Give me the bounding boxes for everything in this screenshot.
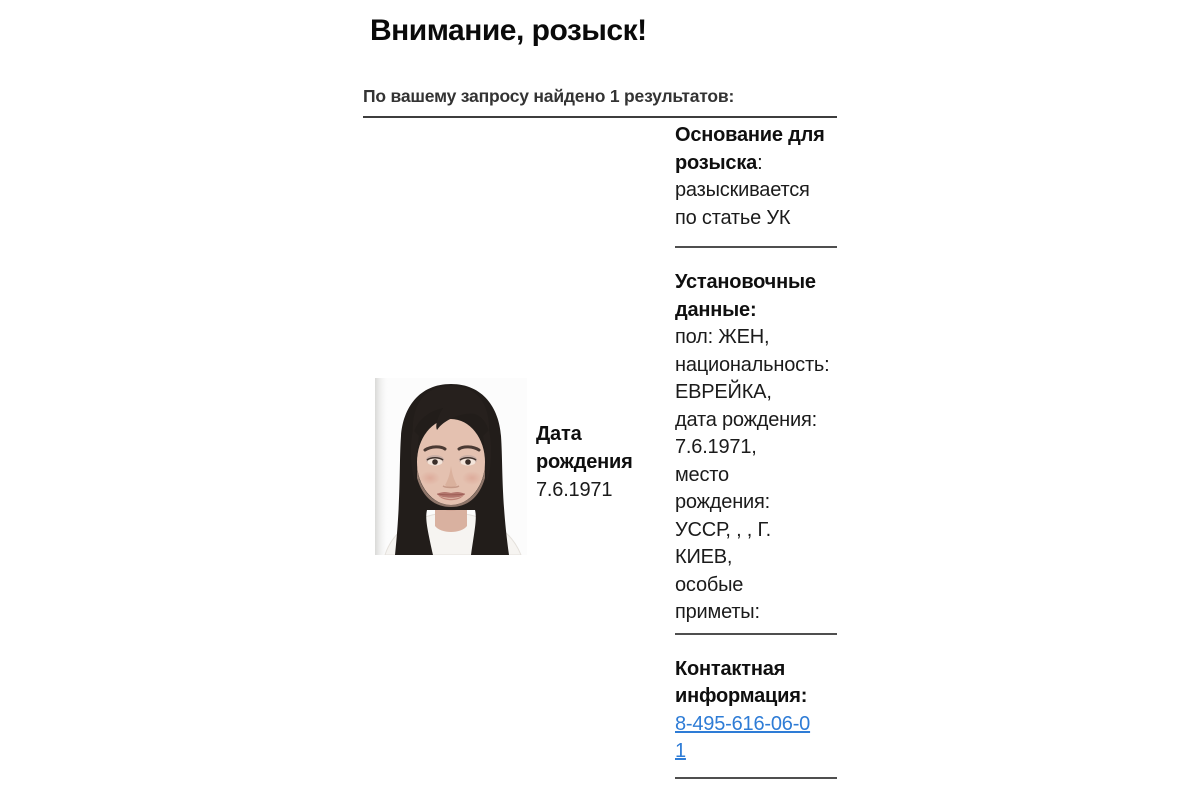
photo-cell bbox=[375, 378, 527, 555]
results-summary: По вашему запросу найдено 1 результатов: bbox=[363, 86, 837, 118]
section-wanted-basis bbox=[675, 118, 837, 248]
value-line: УССР, , , Г. bbox=[675, 518, 772, 541]
value-line: КИЕВ, bbox=[675, 546, 733, 568]
birth-date-field bbox=[536, 420, 654, 504]
suspect-photo bbox=[375, 378, 527, 555]
section-contact-info bbox=[675, 635, 837, 779]
value-line: по статье УК bbox=[675, 206, 791, 229]
value-line: пол: ЖЕН, bbox=[675, 326, 770, 348]
birth-date-value: 7.6.1971 bbox=[536, 479, 613, 501]
value-line: рождения: bbox=[675, 491, 770, 513]
section-label: Контактная информация: bbox=[675, 657, 808, 707]
info-cell bbox=[675, 118, 837, 779]
value-line: 7.6.1971, bbox=[675, 436, 757, 458]
value-line: приметы: bbox=[675, 601, 760, 623]
search-result-row bbox=[363, 118, 837, 779]
section-value bbox=[675, 324, 837, 627]
birth-date-label: Дата рождения bbox=[536, 423, 633, 473]
value-line: национальность: bbox=[675, 353, 830, 376]
phone-link[interactable]: 8-495-616-06-01 bbox=[675, 712, 811, 762]
section-label-colon: : bbox=[757, 151, 763, 174]
section-identifying-data bbox=[675, 248, 837, 635]
value-line: особые bbox=[675, 573, 744, 596]
value-line: разыскивается bbox=[675, 179, 810, 201]
value-line: дата рождения: bbox=[675, 408, 817, 431]
value-line: ЕВРЕЙКА, bbox=[675, 381, 772, 403]
page-title: Внимание, розыск! bbox=[370, 14, 647, 47]
value-line: место bbox=[675, 463, 729, 486]
wanted-notice bbox=[363, 0, 837, 779]
section-label: Установочные данные: bbox=[675, 271, 816, 321]
section-label: Основание для розыска bbox=[675, 124, 825, 174]
section-value bbox=[675, 177, 837, 232]
